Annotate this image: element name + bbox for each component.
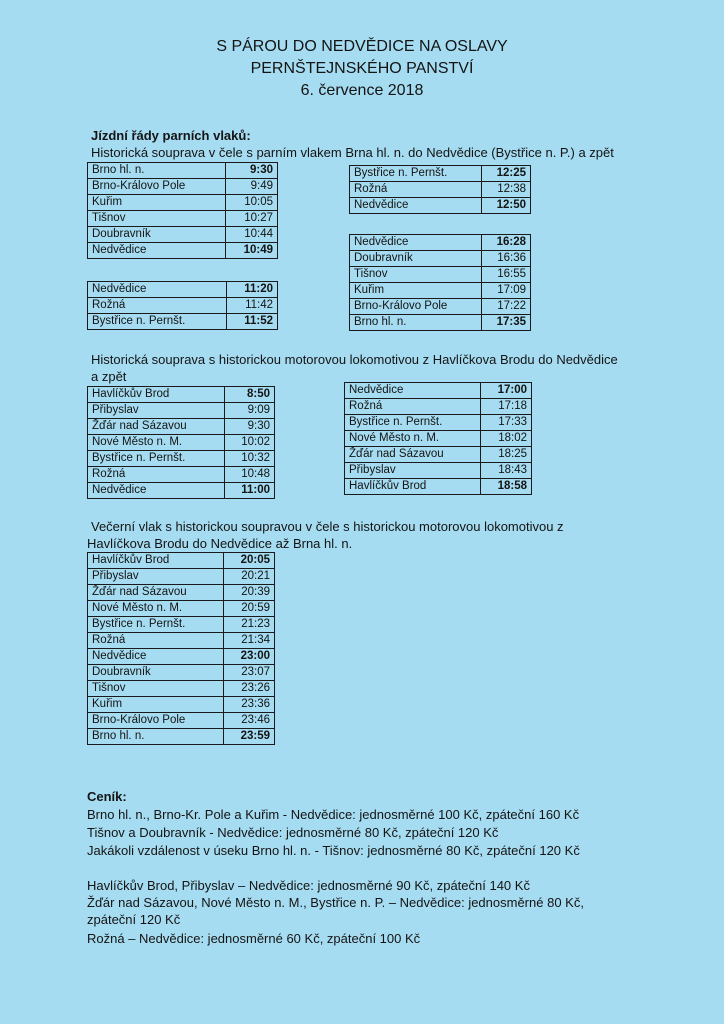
departure-time: 17:33 — [481, 415, 532, 431]
section1-subheading: Historická souprava v čele s parním vlakem Brna hl. n. do Nedvědice (Bystřice n. P.) a zpět — [91, 145, 614, 160]
table-row — [88, 483, 275, 499]
station-name: Tišnov — [350, 267, 482, 283]
table-row — [350, 235, 531, 251]
departure-time: 10:44 — [226, 227, 278, 243]
station-name: Bystřice n. Pernšt. — [88, 617, 224, 633]
pricing-line: zpáteční 120 Kč — [87, 912, 181, 927]
station-name: Žďár nad Sázavou — [88, 585, 224, 601]
table-row — [350, 267, 531, 283]
station-name: Brno hl. n. — [88, 729, 224, 745]
table-row — [345, 399, 532, 415]
table-row — [88, 467, 275, 483]
table-row — [88, 435, 275, 451]
station-name: Kuřim — [350, 283, 482, 299]
departure-time: 23:46 — [224, 713, 275, 729]
station-name: Přibyslav — [345, 463, 481, 479]
departure-time: 16:55 — [481, 267, 530, 283]
departure-time: 10:27 — [226, 211, 278, 227]
departure-time: 20:59 — [224, 601, 275, 617]
section1-heading: Jízdní řády parních vlaků: — [91, 128, 251, 143]
station-name: Rožná — [88, 298, 227, 314]
station-name: Nedvědice — [88, 243, 226, 259]
station-name: Nedvědice — [88, 649, 224, 665]
table-row — [345, 463, 532, 479]
pricing-line: Rožná – Nedvědice: jednosměrné 60 Kč, zpáteční 100 Kč — [87, 931, 421, 946]
table-row — [88, 617, 275, 633]
table-row — [88, 387, 275, 403]
timetable-steam-brno-nedvedice — [87, 162, 278, 259]
departure-time: 9:49 — [226, 179, 278, 195]
timetable-steam-nedvedice-bystrice — [87, 281, 278, 330]
station-name: Tišnov — [88, 211, 226, 227]
station-name: Přibyslav — [88, 569, 224, 585]
departure-time: 17:35 — [481, 315, 530, 331]
document-title — [0, 36, 724, 102]
departure-time: 18:25 — [481, 447, 532, 463]
departure-time: 23:07 — [224, 665, 275, 681]
departure-time: 20:21 — [224, 569, 275, 585]
section2-heading-line-1: Historická souprava s historickou motorovou lokomotivou z Havlíčkova Brodu do Nedvědice — [91, 352, 618, 367]
table-row — [88, 163, 278, 179]
pricing-line: Jakákoli vzdálenost v úseku Brno hl. n. - Tišnov: jednosměrné 80 Kč, zpáteční 120 Kč — [87, 843, 580, 858]
departure-time: 17:22 — [481, 299, 530, 315]
station-name: Kuřim — [88, 195, 226, 211]
station-name: Rožná — [345, 399, 481, 415]
station-name: Brno-Královo Pole — [88, 713, 224, 729]
station-name: Nové Město n. M. — [88, 601, 224, 617]
table-row — [88, 314, 278, 330]
station-name: Havlíčkův Brod — [88, 387, 225, 403]
station-name: Nedvědice — [350, 235, 482, 251]
table-row — [345, 479, 532, 495]
station-name: Bystřice n. Pernšt. — [345, 415, 481, 431]
departure-time: 21:23 — [224, 617, 275, 633]
departure-time: 12:25 — [481, 166, 530, 182]
departure-time: 8:50 — [225, 387, 275, 403]
station-name: Rožná — [88, 633, 224, 649]
departure-time: 23:26 — [224, 681, 275, 697]
table-row — [350, 299, 531, 315]
departure-time: 20:05 — [224, 553, 275, 569]
station-name: Nedvědice — [345, 383, 481, 399]
table-row — [88, 211, 278, 227]
pricing-line: Žďár nad Sázavou, Nové Město n. M., Bystřice n. P. – Nedvědice: jednosměrné 80 Kč, — [87, 895, 584, 910]
table-row — [350, 251, 531, 267]
departure-time: 10:49 — [226, 243, 278, 259]
station-name: Brno hl. n. — [88, 163, 226, 179]
pricing-line: Havlíčkův Brod, Přibyslav – Nedvědice: jednosměrné 90 Kč, zpáteční 140 Kč — [87, 878, 530, 893]
departure-time: 17:00 — [481, 383, 532, 399]
station-name: Brno hl. n. — [350, 315, 482, 331]
station-name: Nové Město n. M. — [88, 435, 225, 451]
table-row — [88, 403, 275, 419]
departure-time: 9:09 — [225, 403, 275, 419]
station-name: Brno-Královo Pole — [88, 179, 226, 195]
departure-time: 21:34 — [224, 633, 275, 649]
table-row — [345, 431, 532, 447]
table-row — [350, 283, 531, 299]
station-name: Doubravník — [350, 251, 482, 267]
departure-time: 11:42 — [226, 298, 277, 314]
departure-time: 23:59 — [224, 729, 275, 745]
departure-time: 17:18 — [481, 399, 532, 415]
departure-time: 10:48 — [225, 467, 275, 483]
station-name: Žďár nad Sázavou — [345, 447, 481, 463]
station-name: Havlíčkův Brod — [88, 553, 224, 569]
table-row — [88, 298, 278, 314]
departure-time: 17:09 — [481, 283, 530, 299]
station-name: Nedvědice — [350, 198, 482, 214]
departure-time: 10:32 — [225, 451, 275, 467]
station-name: Bystřice n. Pernšt. — [88, 314, 227, 330]
station-name: Rožná — [350, 182, 482, 198]
station-name: Brno-Královo Pole — [350, 299, 482, 315]
title-date: 6. července 2018 — [300, 82, 424, 99]
station-name: Bystřice n. Pernšt. — [88, 451, 225, 467]
departure-time: 20:39 — [224, 585, 275, 601]
table-row — [88, 569, 275, 585]
departure-time: 23:36 — [224, 697, 275, 713]
table-row — [350, 315, 531, 331]
table-row — [88, 681, 275, 697]
table-row — [88, 713, 275, 729]
title-line-2: PERNŠTEJNSKÉHO PANSTVÍ — [250, 60, 474, 77]
timetable-diesel-havlickuv-brod-nedvedice — [87, 386, 275, 499]
station-name: Tišnov — [88, 681, 224, 697]
departure-time: 18:58 — [481, 479, 532, 495]
table-row — [350, 182, 531, 198]
timetable-steam-nedvedice-brno — [349, 234, 531, 331]
section3-heading-line-2: Havlíčkova Brodu do Nedvědice až Brna hl. n. — [87, 536, 353, 551]
station-name: Nedvědice — [88, 282, 227, 298]
station-name: Doubravník — [88, 227, 226, 243]
departure-time: 18:02 — [481, 431, 532, 447]
table-row — [345, 447, 532, 463]
station-name: Nové Město n. M. — [345, 431, 481, 447]
pricing-line: Tišnov a Doubravník - Nedvědice: jednosměrné 80 Kč, zpáteční 120 Kč — [87, 825, 499, 840]
station-name: Doubravník — [88, 665, 224, 681]
station-name: Nedvědice — [88, 483, 225, 499]
station-name: Havlíčkův Brod — [345, 479, 481, 495]
table-row — [88, 282, 278, 298]
table-row — [88, 451, 275, 467]
table-row — [88, 179, 278, 195]
departure-time: 18:43 — [481, 463, 532, 479]
pricing-line: Brno hl. n., Brno-Kr. Pole a Kuřim - Nedvědice: jednosměrné 100 Kč, zpáteční 160 Kč — [87, 807, 580, 822]
table-row — [88, 649, 275, 665]
table-row — [88, 419, 275, 435]
table-row — [88, 195, 278, 211]
departure-time: 11:52 — [226, 314, 277, 330]
table-row — [88, 697, 275, 713]
table-row — [88, 553, 275, 569]
table-row — [345, 383, 532, 399]
timetable-diesel-nedvedice-havlickuv-brod — [344, 382, 532, 495]
departure-time: 11:20 — [226, 282, 277, 298]
station-name: Kuřim — [88, 697, 224, 713]
departure-time: 16:36 — [481, 251, 530, 267]
timetable-evening-train — [87, 552, 275, 745]
timetable-steam-bystrice-nedvedice — [349, 165, 531, 214]
table-row — [350, 198, 531, 214]
departure-time: 10:02 — [225, 435, 275, 451]
table-row — [88, 585, 275, 601]
table-row — [88, 227, 278, 243]
table-row — [88, 243, 278, 259]
section2-heading-line-2: a zpět — [91, 369, 127, 384]
section3-heading-line-1: Večerní vlak s historickou soupravou v čele s historickou motorovou lokomotivou z — [91, 519, 564, 534]
station-name: Přibyslav — [88, 403, 225, 419]
station-name: Bystřice n. Pernšt. — [350, 166, 482, 182]
departure-time: 12:50 — [481, 198, 530, 214]
table-row — [88, 729, 275, 745]
table-row — [88, 665, 275, 681]
station-name: Rožná — [88, 467, 225, 483]
table-row — [345, 415, 532, 431]
table-row — [88, 601, 275, 617]
table-row — [88, 633, 275, 649]
table-row — [350, 166, 531, 182]
departure-time: 9:30 — [225, 419, 275, 435]
departure-time: 10:05 — [226, 195, 278, 211]
departure-time: 23:00 — [224, 649, 275, 665]
pricing-heading: Ceník: — [87, 789, 127, 804]
departure-time: 12:38 — [481, 182, 530, 198]
departure-time: 9:30 — [226, 163, 278, 179]
departure-time: 11:00 — [225, 483, 275, 499]
departure-time: 16:28 — [481, 235, 530, 251]
station-name: Žďár nad Sázavou — [88, 419, 225, 435]
title-line-1: S PÁROU DO NEDVĚDICE NA OSLAVY — [216, 38, 508, 55]
